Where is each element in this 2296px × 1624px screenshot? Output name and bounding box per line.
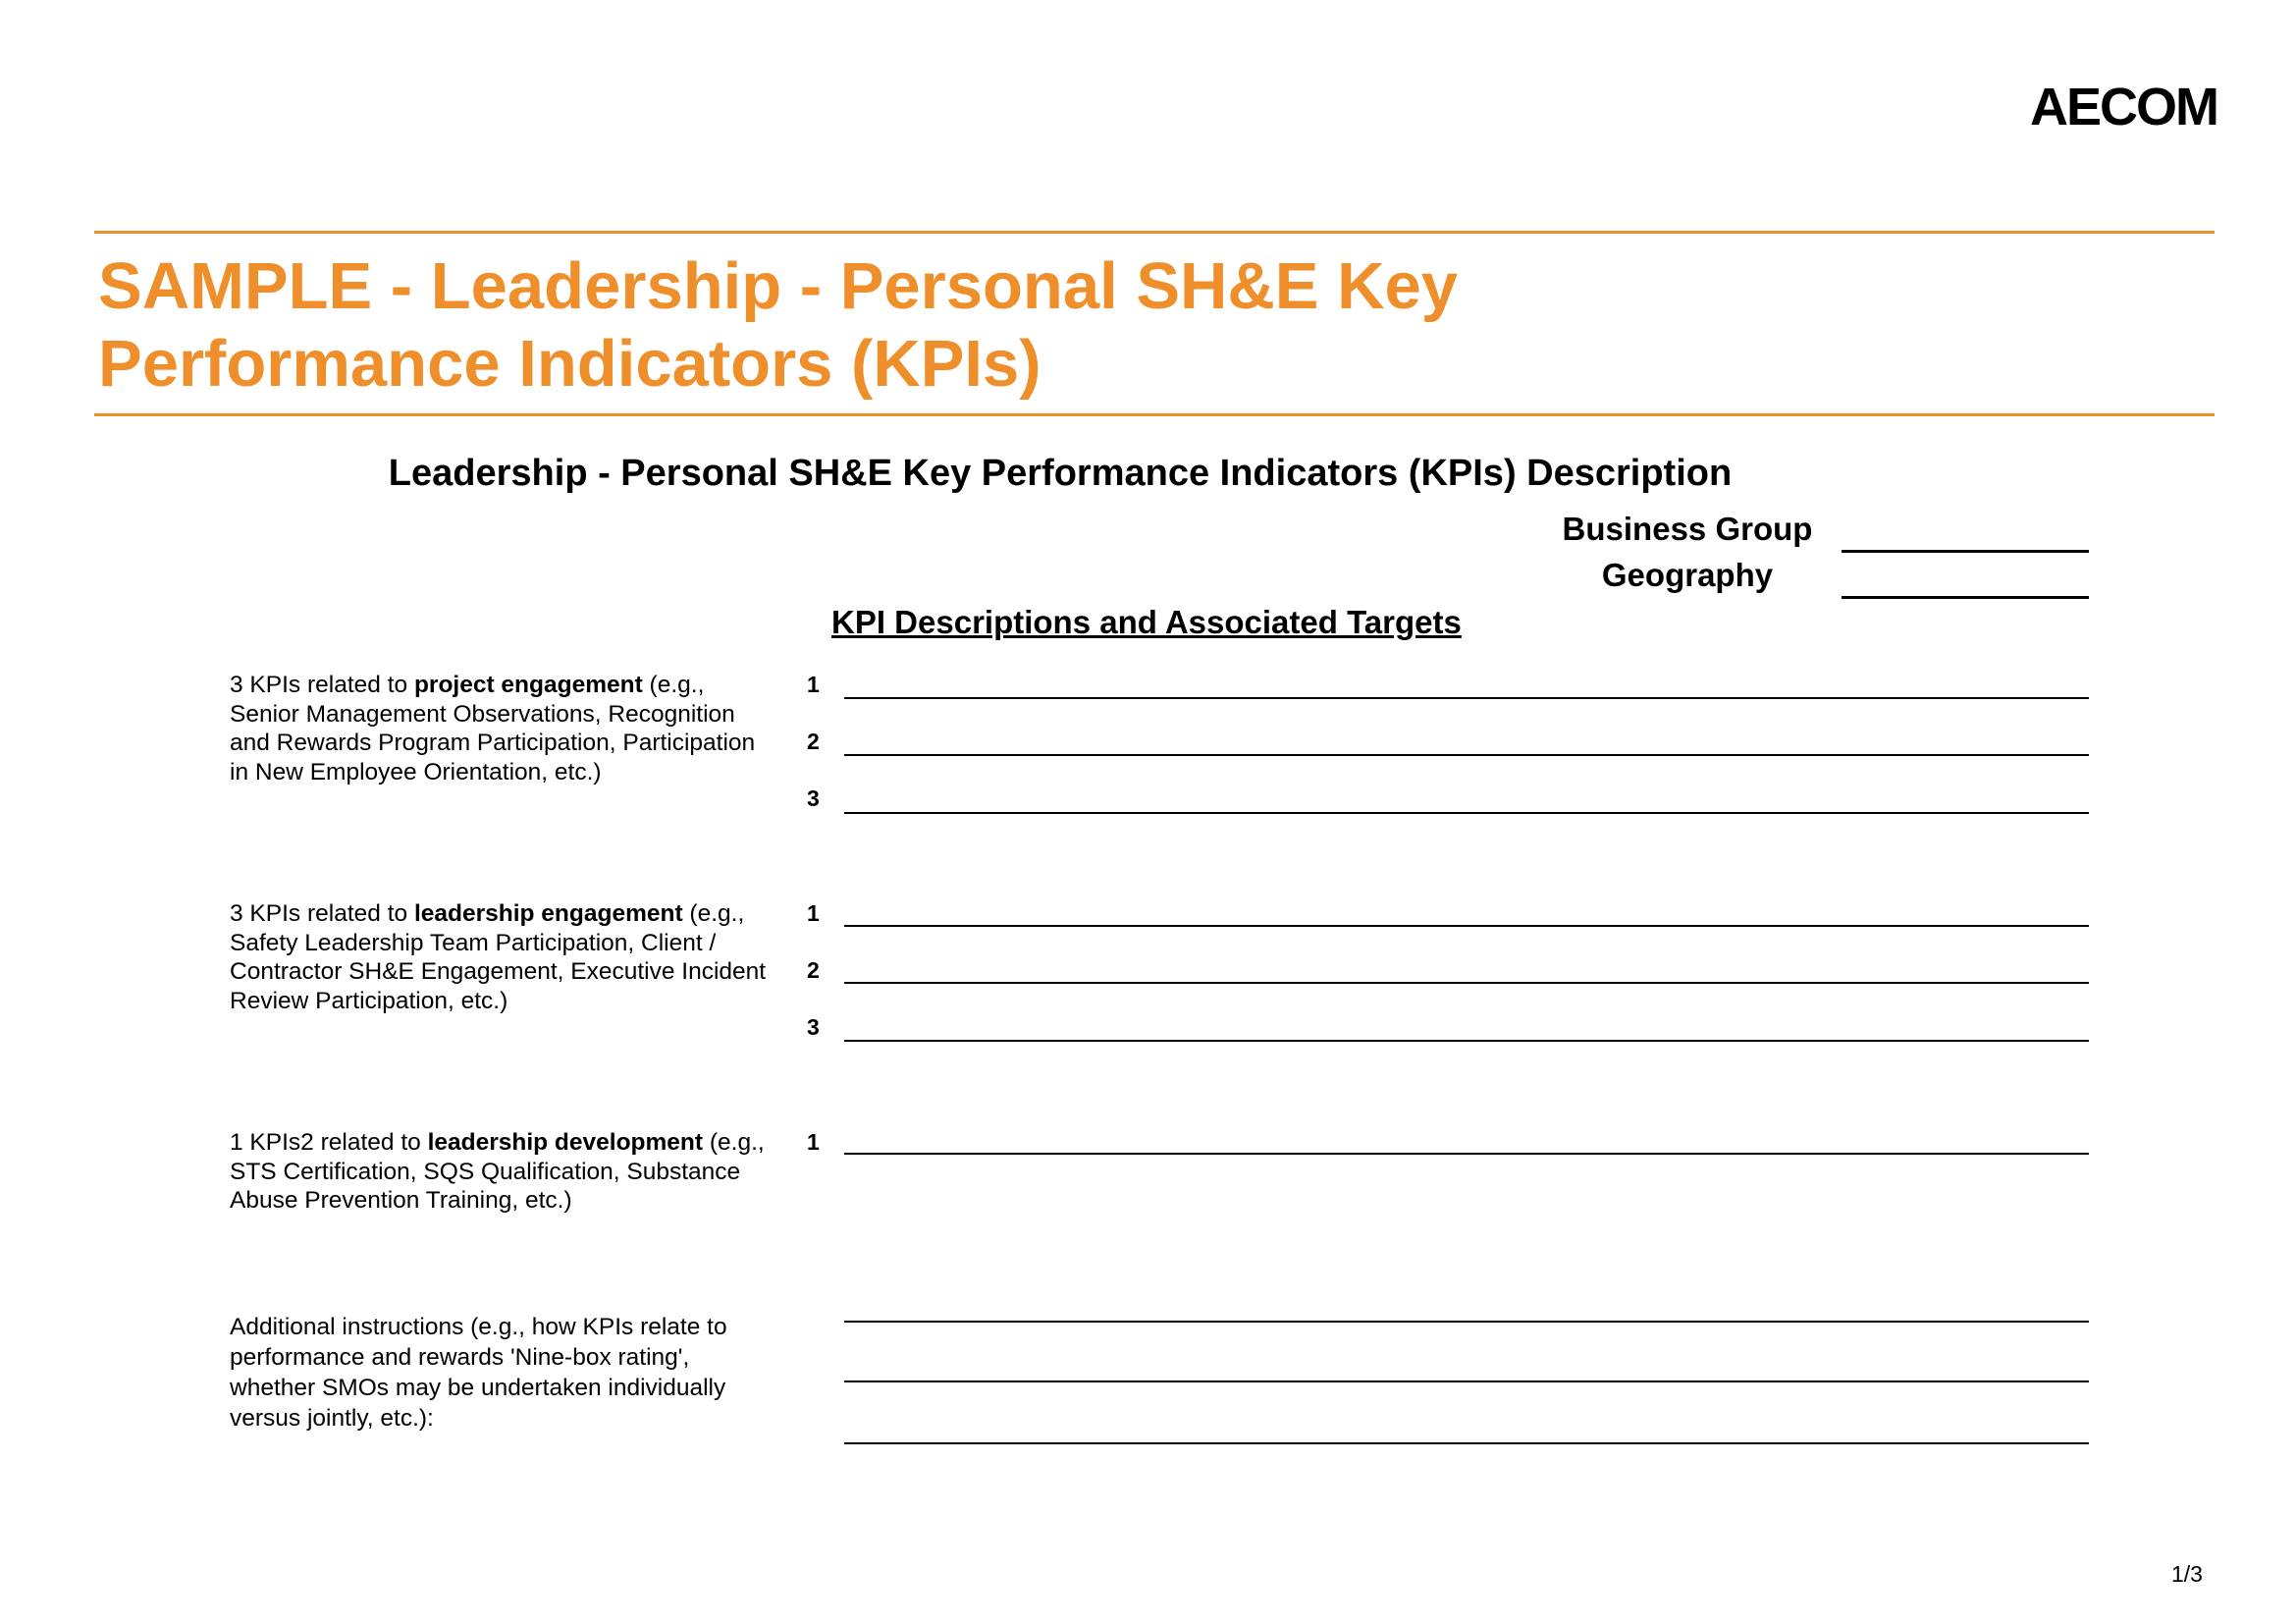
leadership-development-kpi-1-field[interactable]: [844, 1153, 2089, 1155]
desc-bold: leadership development: [427, 1129, 704, 1156]
kpi-section-heading: KPI Descriptions and Associated Targets: [831, 604, 1462, 640]
desc-suffix: (e.g., STS Certification, SQS Qualification, Substance Abuse Prevention Training, etc.): [230, 1129, 765, 1214]
desc-prefix: 3 KPIs related to: [230, 900, 414, 927]
aecom-logo: AECOM: [2030, 78, 2217, 136]
kpi-number: 2: [807, 729, 820, 754]
business-group-field[interactable]: [1842, 550, 2089, 553]
kpi-number: 2: [807, 957, 820, 983]
additional-instructions-line-2[interactable]: [844, 1380, 2089, 1382]
desc-prefix: 3 KPIs related to: [230, 672, 414, 698]
leadership-engagement-kpi-1-field[interactable]: [844, 925, 2089, 927]
page-title: [98, 247, 1767, 403]
leadership-engagement-description: [230, 899, 779, 1015]
desc-bold: leadership engagement: [413, 900, 683, 927]
kpi-number: 3: [807, 785, 820, 811]
project-engagement-kpi-2-field[interactable]: [844, 754, 2089, 756]
form-subtitle: Leadership - Personal SH&E Key Performance Indicators (KPIs) Description: [388, 453, 1733, 494]
kpi-number: 1: [807, 672, 820, 697]
project-engagement-kpi-3-field[interactable]: [844, 812, 2089, 814]
header-rule-bottom: [94, 413, 2215, 416]
business-group-label: Business Group: [1562, 511, 1813, 547]
kpi-number: 3: [807, 1014, 820, 1040]
kpi-number: 1: [807, 900, 820, 926]
leadership-engagement-kpi-2-field[interactable]: [844, 982, 2089, 984]
page-number: 1/3: [2171, 1561, 2203, 1587]
desc-suffix: (e.g., Senior Management Observations, Recognition and Rewards Program Participation, Participation in New Employee Orientation, etc.): [230, 672, 756, 785]
page-title-line-1: SAMPLE - Leadership - Personal SH&E Key: [98, 249, 1459, 323]
geography-label: Geography: [1601, 557, 1774, 593]
leadership-engagement-kpi-3-field[interactable]: [844, 1040, 2089, 1042]
desc-suffix: (e.g., Safety Leadership Team Participation, Client / Contractor SH&E Engagement, Executive Incident Review Participation, etc.): [230, 900, 767, 1014]
desc-prefix: 1 KPIs2 related to: [230, 1129, 428, 1156]
project-engagement-kpi-1-field[interactable]: [844, 697, 2089, 699]
header-rule-top: [94, 231, 2215, 234]
project-engagement-description: [230, 671, 779, 786]
desc-bold: project engagement: [413, 672, 643, 698]
page-title-line-2: Performance Indicators (KPIs): [98, 327, 1041, 401]
additional-instructions-line-1[interactable]: [844, 1321, 2089, 1323]
additional-instructions-label: Additional instructions (e.g., how KPIs relate to performance and rewards 'Nine-box rating', whether SMOs may be undertaken individually versus jointly, etc.):: [230, 1314, 727, 1432]
leadership-development-description: [230, 1128, 779, 1216]
additional-instructions-line-3[interactable]: [844, 1442, 2089, 1444]
kpi-number: 1: [807, 1129, 820, 1155]
geography-field[interactable]: [1842, 596, 2089, 599]
